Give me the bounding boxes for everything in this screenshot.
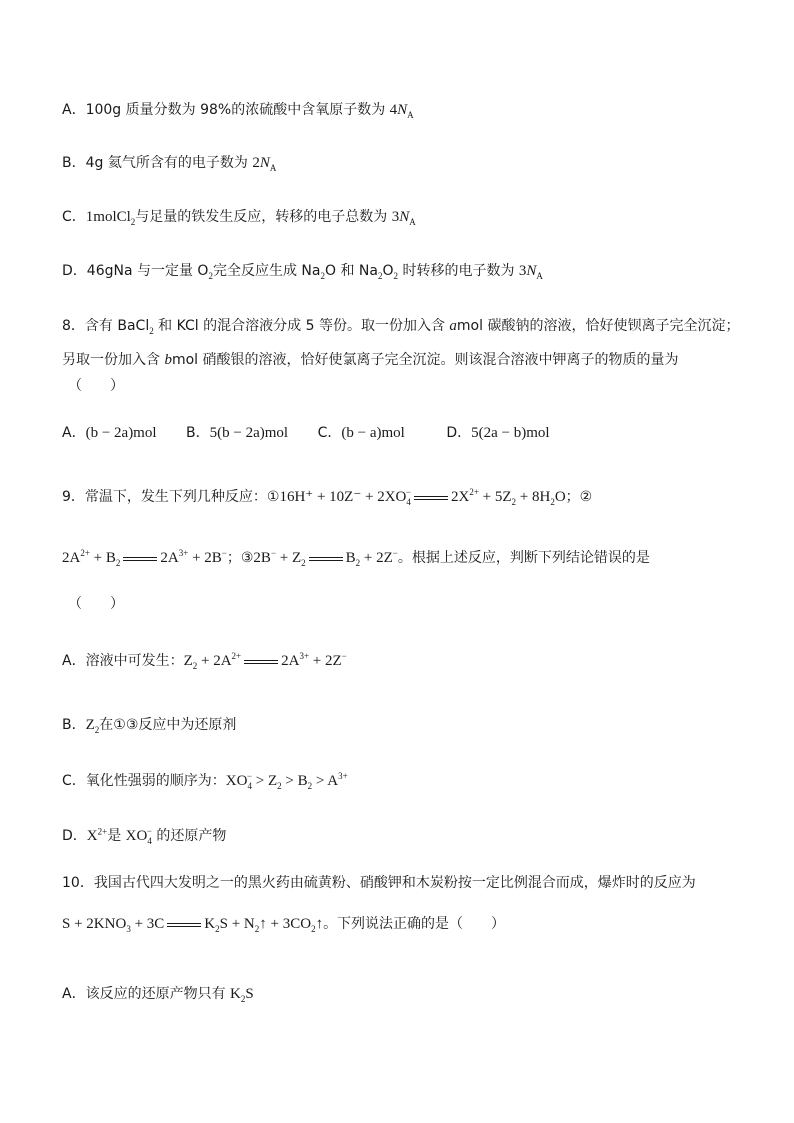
math-var: N <box>526 263 537 279</box>
math-sub: 2 <box>208 270 213 281</box>
math-sub: A <box>536 270 543 281</box>
reaction-3 <box>253 550 397 566</box>
math-sup: 3+ <box>338 771 348 781</box>
option-text: 是 <box>107 828 126 844</box>
stem-text: 和 KCl 的混合溶液分成 5 等份。取一份加入含 <box>153 318 450 334</box>
q8-option-c <box>318 425 405 441</box>
math-var: a <box>449 318 457 334</box>
math-sub: A <box>409 216 416 227</box>
eq-term: XO <box>125 828 148 844</box>
eq-term: > A <box>312 773 339 789</box>
reaction-2 <box>62 550 227 566</box>
math-sup: 2+ <box>231 651 242 661</box>
q10-stem-line1: 10．我国古代四大发明之一的黑火药由硫黄粉、硝酸钾和木炭粉按一定比例混合而成，爆炸时的反应为 <box>62 875 696 891</box>
equals-double-bar <box>123 557 157 561</box>
equals-double-bar <box>244 660 278 664</box>
eq-term: S + 2KNO <box>62 916 127 932</box>
q7-option-a <box>62 100 414 120</box>
eq-term: O <box>554 489 566 505</box>
math-sub: 4 <box>247 781 252 791</box>
eq-term: K <box>204 916 216 932</box>
eq-term: 2A <box>160 550 179 566</box>
math-sup: − <box>392 548 398 558</box>
eq-term: + 8H <box>516 489 551 505</box>
math-sup: − <box>221 548 227 558</box>
equals-double-bar <box>167 923 201 927</box>
q9-option-d <box>62 826 226 846</box>
math-sup: − <box>246 771 253 781</box>
eq-term: X <box>86 828 98 844</box>
math-sub: 2 <box>149 325 154 336</box>
math-sup: 3+ <box>299 651 310 661</box>
option-label: C． <box>317 425 342 441</box>
eq-term: + Z <box>276 550 302 566</box>
option-expr: (b − 2a)mol <box>85 425 157 441</box>
eq-term: S + N <box>219 916 255 932</box>
option-text: 的还原产物 <box>151 828 227 844</box>
option-expr: 5(2a − b)mol <box>471 425 550 441</box>
eq-term: + B <box>89 550 116 566</box>
eq-term: ↑ <box>315 916 324 932</box>
math-sub: 2 <box>550 497 555 507</box>
option-label: D． <box>62 263 87 279</box>
math-sup: 3+ <box>178 548 189 558</box>
reaction-gunpowder <box>62 916 323 932</box>
q9-answer-blank: （ ） <box>68 596 124 612</box>
q7-option-b <box>62 153 276 173</box>
q9-stem-line1 <box>62 487 592 507</box>
stem-text: ；③ <box>226 550 254 566</box>
formula: 1molCl <box>85 209 131 225</box>
math-sub: 2 <box>192 661 198 671</box>
eq-term: 16H⁺ + 10Z⁻ + 2XO <box>279 489 407 505</box>
option-text: 时转移的电子数为 <box>398 263 519 279</box>
math-sub: 2 <box>355 558 361 568</box>
eq-term: Z <box>85 717 95 733</box>
q8-answer-blank: （ ） <box>68 378 124 394</box>
option-label: D． <box>62 828 87 844</box>
q8-stem-line2 <box>62 350 679 370</box>
option-text: O 和 Na <box>324 263 378 279</box>
math-sub: A <box>407 109 414 120</box>
math-sub: 3 <box>126 924 131 934</box>
math-sub: 2 <box>307 781 313 791</box>
math-sub: 2 <box>393 270 398 281</box>
math-sub: A <box>269 162 277 173</box>
q7-option-c <box>62 207 416 227</box>
math-sup: − <box>341 651 347 661</box>
math-sub: 2 <box>240 993 246 1004</box>
q8-option-d <box>446 425 549 441</box>
math-sup: 2+ <box>469 487 479 497</box>
option-expr: (b − a)mol <box>341 425 405 441</box>
option-text: 46gNa 与一定量 O <box>86 263 209 279</box>
option-label: D． <box>446 425 472 441</box>
math-sub: 2 <box>511 497 517 507</box>
math-sup: − <box>270 548 277 558</box>
eq-term: B <box>345 550 356 566</box>
math-sup: 2+ <box>97 826 108 837</box>
option-text: 4g 氦气所含有的电子数为 <box>85 155 253 171</box>
option-label: A．该反应的还原产物只有 <box>62 986 231 1002</box>
reaction-1 <box>279 489 565 505</box>
option-label: C．氧化性强弱的顺序为： <box>62 773 226 789</box>
q9-option-c <box>62 771 348 791</box>
q8-option-a <box>62 425 157 441</box>
eq-term: 2B <box>253 550 271 566</box>
q8-option-b <box>186 425 288 441</box>
eq-term: XO <box>225 773 248 789</box>
stem-text: 。根据上述反应，判断下列结论错误的是 <box>397 550 650 566</box>
stem-text: mol 硝酸银的溶液，恰好使氯离子完全沉淀。则该混合溶液中钾离子的物质的量为 <box>171 352 679 368</box>
math-sub: 2 <box>254 924 260 934</box>
stem-text: 另取一份加入含 <box>62 352 165 368</box>
eq-term: S <box>245 986 254 1002</box>
math-sub: 2 <box>320 270 325 281</box>
eq-term: + 2B <box>188 550 222 566</box>
equals-double-bar <box>309 557 343 561</box>
eq-term: + 2A <box>197 653 232 669</box>
equals-double-bar <box>414 496 448 500</box>
q10-stem-line2 <box>62 914 505 934</box>
math-sup: 2+ <box>80 548 90 558</box>
q10-option-a <box>62 984 254 1004</box>
stem-text: 8．含有 BaCl <box>62 318 150 334</box>
q9-stem-line2 <box>62 548 650 568</box>
option-text: 100g 质量分数为 98%的浓硫酸中含氧原子数为 <box>85 102 390 118</box>
eq-term: + 2Z <box>360 550 393 566</box>
stem-text: mol 碳酸钠的溶液，恰好使钡离子完全沉淀； <box>456 318 740 334</box>
math-sub: 2 <box>215 924 220 934</box>
q8-stem-line1 <box>62 316 739 336</box>
math-number: 3 <box>391 209 400 225</box>
q9-option-a <box>62 651 347 671</box>
eq-term: 2X <box>450 489 470 505</box>
q8-options <box>62 423 550 443</box>
math-var: N <box>399 209 410 225</box>
stem-text: 。下列说法正确的是（ ） <box>323 916 506 932</box>
math-sup: − <box>146 826 152 836</box>
eq-term: K <box>230 986 241 1002</box>
q7-option-d <box>62 261 543 281</box>
option-label: A． <box>62 102 86 118</box>
math-sub: 2 <box>130 216 136 227</box>
option-text: 在①③反应中为还原剂 <box>99 717 237 733</box>
option-label: B． <box>62 717 86 733</box>
math-sub: 2 <box>301 558 306 568</box>
option-label: B． <box>62 155 86 171</box>
q9-option-b <box>62 715 236 735</box>
math-sub: 4 <box>406 497 411 507</box>
option-label: C． <box>62 209 86 225</box>
math-number: 3 <box>518 263 527 279</box>
option-text: 与足量的铁发生反应，转移的电子总数为 <box>135 209 392 225</box>
math-var: N <box>259 155 270 171</box>
stem-text: 9．常温下，发生下列几种反应：① <box>62 489 280 505</box>
option-label: A．溶液中可发生： <box>62 653 184 669</box>
math-sub: 2 <box>277 781 282 791</box>
option-text: 完全反应生成 Na <box>212 263 321 279</box>
option-label: A． <box>62 425 86 441</box>
eq-term: > B <box>281 773 308 789</box>
option-text: O <box>382 263 394 279</box>
eq-term: + 5Z <box>478 489 512 505</box>
math-number: 2 <box>252 155 260 171</box>
eq-term: + 2Z <box>309 653 342 669</box>
math-sup: − <box>405 487 411 497</box>
eq-term: ↑ + 3CO <box>259 916 312 932</box>
eq-term: + 3C <box>130 916 165 932</box>
eq-term: 2A <box>62 550 81 566</box>
eq-term: > Z <box>252 773 278 789</box>
stem-text: ；② <box>565 489 593 505</box>
option-label: B． <box>186 425 210 441</box>
eq-term: 2A <box>281 653 300 669</box>
math-sub: 2 <box>311 924 316 934</box>
math-var: b <box>164 352 172 368</box>
math-number: 4 <box>389 102 398 118</box>
eq-term: Z <box>183 653 193 669</box>
math-sub: 2 <box>94 724 100 735</box>
option-expr: 5(b − 2a)mol <box>209 425 289 441</box>
math-sub: 2 <box>377 270 383 281</box>
math-var: N <box>397 102 408 118</box>
math-sub: 2 <box>115 558 121 568</box>
math-sub: 4 <box>147 836 152 846</box>
